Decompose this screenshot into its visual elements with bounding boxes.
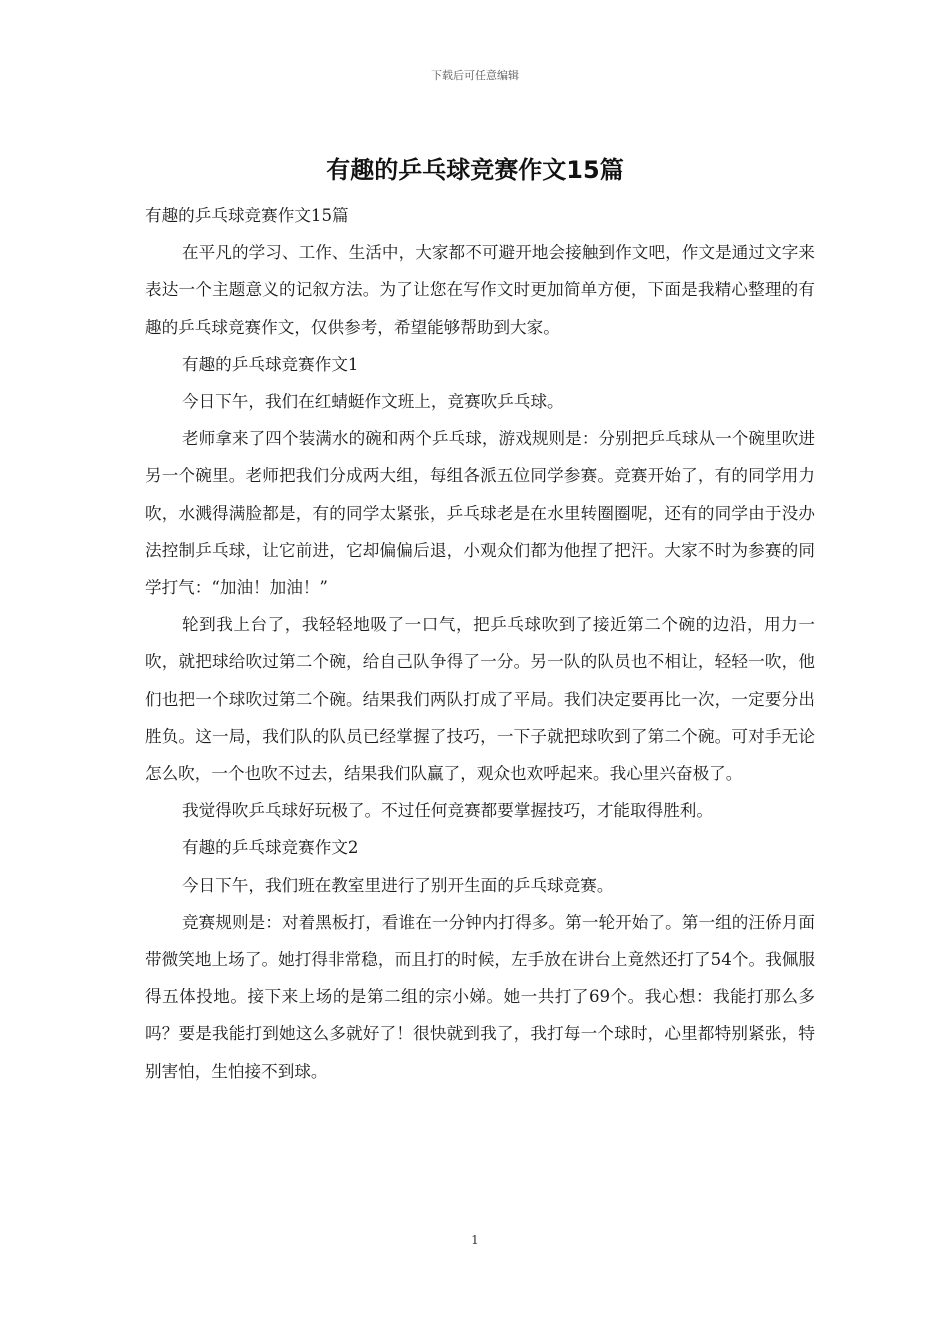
essay-1-paragraph-2: 老师拿来了四个装满水的碗和两个乒乓球，游戏规则是：分别把乒乓球从一个碗里吹进另一个碗里。老师把我们分成两大组，每组各派五位同学参赛。竞赛开始了，有的同学用力吹，水溅得满脸都是，有的同学太紧张，乒乓球老是在水里转圈圈呢，还有的同学由于没办法控制乒乓球，让它前进，它却偏偏后退，小观众们都为他捏了把汗。大家不时为参赛的同学打气：“加油！加油！”: [145, 429, 815, 598]
subtitle-line: 有趣的乒乓球竞赛作文15篇: [145, 206, 349, 225]
essay-2-heading: 有趣的乒乓球竞赛作文2: [182, 838, 359, 858]
document-title: 有趣的乒乓球竞赛作文15篇: [326, 156, 624, 184]
page-header: 下载后可任意编辑: [431, 69, 519, 82]
essay-1-paragraph-3: 轮到我上台了，我轻轻地吸了一口气，把乒乓球吹到了接近第二个碗的边沿，用力一吹，就把球给吹过第二个碗，给自己队争得了一分。另一队的队员也不相让，轻轻一吹，他们也把一个球吹过第二个碗。结果我们两队打成了平局。我们决定要再比一次，一定要分出胜负。这一局，我们队的队员已经掌握了技巧，一下子就把球吹到了第二个碗。可对手无论怎么吹，一个也吹不过去，结果我们队赢了，观众也欢呼起来。我心里兴奋极了。: [145, 615, 815, 784]
essay-1-paragraph-4: 我觉得吹乒乓球好玩极了。不过任何竞赛都要掌握技巧，才能取得胜利。: [182, 801, 713, 821]
essay-2-paragraph-2: 竞赛规则是：对着黑板打，看谁在一分钟内打得多。第一轮开始了。第一组的汪侨月面带微笑地上场了。她打得非常稳，而且打的时候，左手放在讲台上竟然还打了54个。我佩服得五体投地。接下来上场的是第二组的宗小娣。她一共打了69个。我心想：我能打那么多吗？要是我能打到她这么多就好了！很快就到我了，我打每一个球时，心里都特别紧张，特别害怕，生怕接不到球。: [145, 912, 815, 1081]
essay-2-paragraph-1: 今日下午，我们班在教室里进行了别开生面的乒乓球竞赛。: [182, 875, 614, 895]
page-number: 1: [471, 1233, 479, 1247]
essay-1-heading: 有趣的乒乓球竞赛作文1: [182, 354, 359, 374]
document-body: [145, 197, 815, 1090]
intro-paragraph: 在平凡的学习、工作、生活中，大家都不可避开地会接触到作文吧，作文是通过文字来表达一个主题意义的记叙方法。为了让您在写作文时更加简单方便，下面是我精心整理的有趣的乒乓球竞赛作文，仅供参考，希望能够帮助到大家。: [145, 243, 815, 337]
essay-1-paragraph-1: 今日下午，我们在红蜻蜓作文班上，竞赛吹乒乓球。: [182, 392, 564, 412]
